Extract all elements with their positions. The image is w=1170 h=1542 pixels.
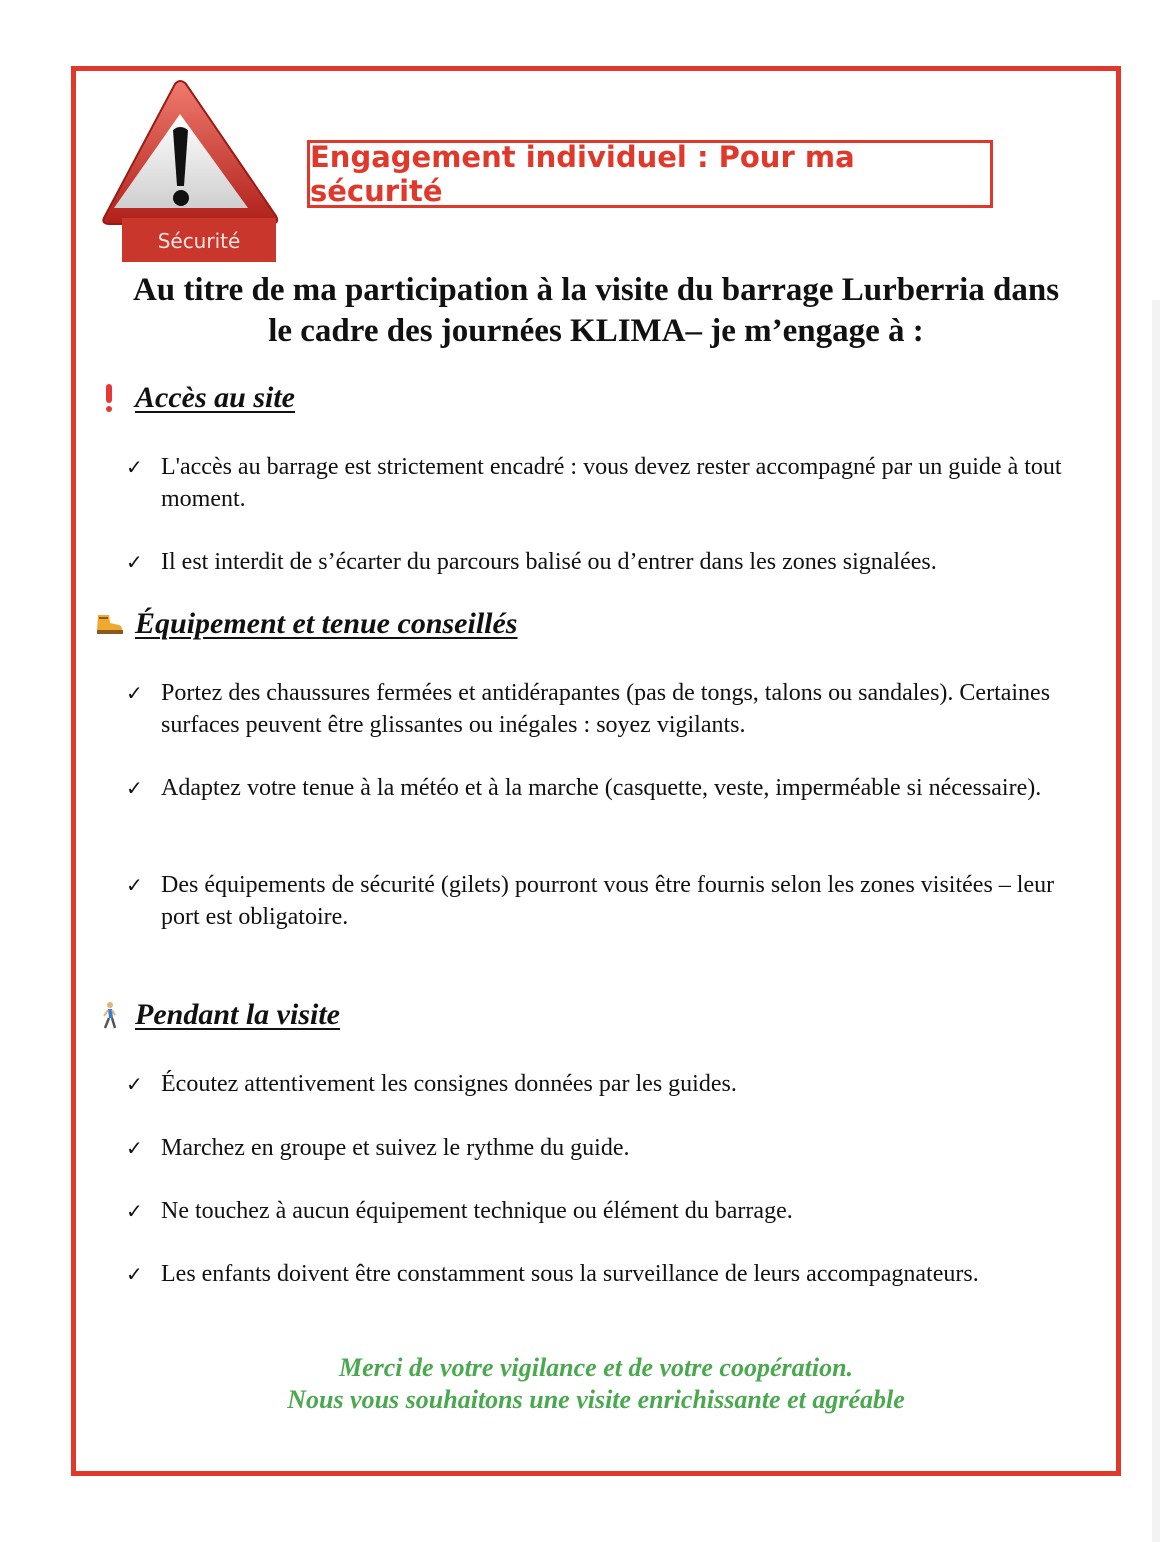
intro-line-1: Au titre de ma participation à la visite du barrage Lurberria dans bbox=[132, 272, 1060, 308]
list-item-text: Des équipements de sécurité (gilets) pourront vous être fournis selon les zones visitées – leur port est obligatoire. bbox=[161, 872, 1055, 930]
checkmark-icon: ✓ bbox=[126, 873, 143, 897]
checkmark-icon: ✓ bbox=[126, 1262, 143, 1286]
list-item bbox=[126, 546, 1086, 578]
list-item bbox=[126, 1132, 1086, 1164]
section-heading-equipement bbox=[95, 607, 518, 641]
section-title: Pendant la visite bbox=[135, 998, 340, 1031]
list-item bbox=[126, 1068, 1086, 1100]
logo-label: Sécurité bbox=[157, 229, 241, 253]
list-item-text: Marchez en groupe et suivez le rythme du guide. bbox=[161, 1135, 630, 1161]
section-heading-visite bbox=[95, 998, 340, 1032]
list-item bbox=[126, 772, 1086, 804]
exclamation-icon bbox=[95, 384, 123, 412]
list-item-text: Écoutez attentivement les consignes données par les guides. bbox=[161, 1071, 737, 1097]
checkmark-icon: ✓ bbox=[126, 681, 143, 705]
list-item bbox=[126, 1258, 1116, 1290]
security-warning-logo bbox=[100, 78, 282, 268]
checkmark-icon: ✓ bbox=[126, 455, 143, 479]
hiking-boot-icon bbox=[95, 613, 123, 635]
warning-triangle-icon bbox=[100, 78, 282, 268]
closing-line-2: Nous vous souhaitons une visite enrichissante et agréable bbox=[287, 1385, 905, 1414]
title-box bbox=[307, 140, 993, 208]
list-item-text: Ne touchez à aucun équipement technique ou élément du barrage. bbox=[161, 1198, 793, 1224]
list-item bbox=[126, 1195, 1086, 1227]
closing-line-1: Merci de votre vigilance et de votre coopération. bbox=[338, 1353, 854, 1382]
page-edge bbox=[1152, 300, 1160, 1542]
list-item bbox=[126, 451, 1086, 515]
intro-statement bbox=[90, 270, 1102, 352]
section-title: Accès au site bbox=[135, 381, 295, 414]
list-item-text: L'accès au barrage est strictement encadré : vous devez rester accompagné par un guide à tout moment. bbox=[161, 454, 1062, 512]
page-title: Engagement individuel : Pour ma sécurité bbox=[310, 140, 855, 208]
list-item-text: Les enfants doivent être constamment sous la surveillance de leurs accompagnateurs. bbox=[161, 1261, 979, 1287]
section-heading-acces bbox=[95, 381, 295, 415]
list-item-text: Portez des chaussures fermées et antidérapantes (pas de tongs, talons ou sandales). Certaines surfaces peuvent être glissantes ou inégales : soyez vigilants. bbox=[161, 680, 1051, 738]
list-item-text: Adaptez votre tenue à la météo et à la marche (casquette, veste, imperméable si nécessaire). bbox=[161, 775, 1042, 801]
checkmark-icon: ✓ bbox=[126, 1072, 143, 1096]
list-item bbox=[126, 677, 1086, 741]
walking-person-icon bbox=[95, 1001, 123, 1029]
intro-line-2: le cadre des journées KLIMA– je m’engage à : bbox=[268, 313, 924, 349]
checkmark-icon: ✓ bbox=[126, 1199, 143, 1223]
checkmark-icon: ✓ bbox=[126, 776, 143, 800]
list-item bbox=[126, 869, 1086, 933]
checkmark-icon: ✓ bbox=[126, 550, 143, 574]
checkmark-icon: ✓ bbox=[126, 1136, 143, 1160]
list-item-text: Il est interdit de s’écarter du parcours balisé ou d’entrer dans les zones signalées. bbox=[161, 549, 937, 575]
closing-message bbox=[90, 1352, 1102, 1416]
section-title: Équipement et tenue conseillés bbox=[135, 607, 518, 640]
